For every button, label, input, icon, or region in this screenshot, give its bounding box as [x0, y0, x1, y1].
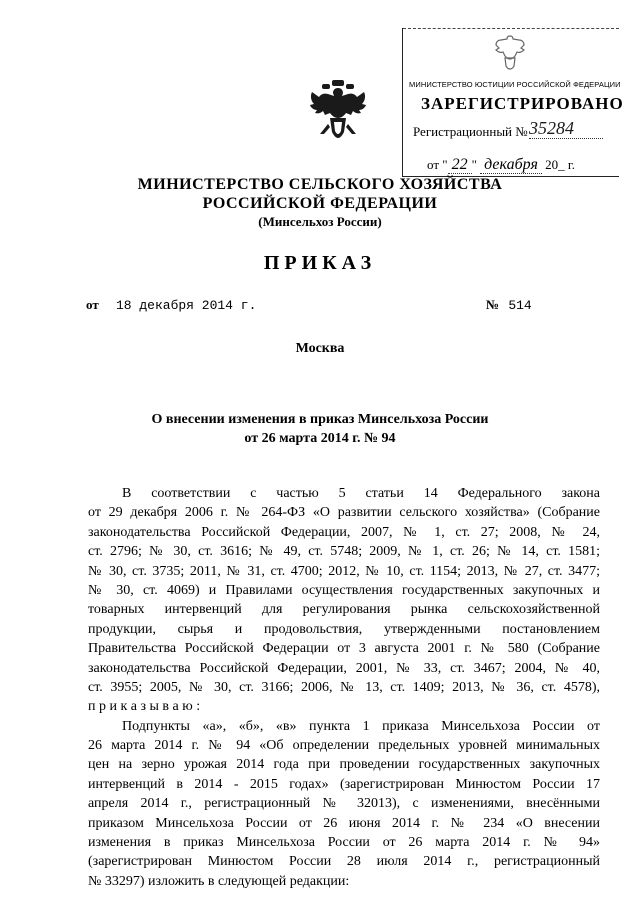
stamp-emblem-icon: [493, 32, 527, 70]
stamp-date-day: 22: [448, 156, 472, 174]
stamp-registered-text: ЗАРЕГИСТРИРОВАНО: [421, 94, 624, 113]
ministry-short-name: (Минсельхоз России): [258, 214, 382, 229]
order-date: [86, 297, 256, 313]
body-line: от 29 декабря 2006 г. № 264-ФЗ «О развитии сельского хозяйства» (Собрание: [88, 505, 600, 521]
order-number: [486, 297, 532, 313]
stamp-regnum-value: 35284: [529, 118, 574, 138]
body-line: приказом Минсельхоза России от 26 июня 2014 г. № 234 «О внесении: [88, 815, 600, 831]
coat-of-arms-emblem: [306, 78, 370, 144]
body-line: законодательства Российской Федерации, 2007, № 1, ст. 27; 2008, № 24,: [88, 524, 600, 540]
order-operative-word: п р и к а з ы в а ю :: [88, 699, 201, 715]
stamp-date-year: 20: [545, 157, 559, 172]
body-line: № 30, ст. 3735; 2011, № 31, ст. 4700; 2012, № 10, ст. 1154; 2013, № 27, ст. 3477;: [88, 563, 600, 579]
city: Москва: [295, 341, 345, 356]
stamp-ministry-text: МИНИСТЕРСТВО ЮСТИЦИИ РОССИЙСКОЙ ФЕДЕРАЦИИ: [409, 80, 621, 89]
stamp-date: от " 22 " декабря 20_ г.: [427, 156, 576, 173]
body-line: Подпункты «а», «б», «в» пункта 1 приказа Минсельхоза России от: [122, 718, 600, 734]
body-line: товарных интервенций для регулирования рынка сельскохозяйственной: [88, 602, 600, 618]
stamp-date-prefix: от: [427, 157, 440, 172]
body-line: ст. 3955; 2005, № 30, ст. 3166; 2006, № 13, ст. 1409; 2013, № 36, ст. 4578),: [88, 679, 600, 695]
body-line: изменения в приказ Минсельхоза России от 26 марта 2014 г. № 94»: [88, 835, 600, 851]
stamp-border-top: [403, 28, 619, 29]
stamp-date-suffix: г.: [567, 157, 576, 172]
body-line: (зарегистрирован Минюстом России 28 июля 2014 г., регистрационный: [88, 854, 600, 870]
body-line: 26 марта 2014 г. № 94 «Об определении предельных уровней минимальных: [88, 738, 600, 754]
order-date-value: 18 декабря 2014 г.: [115, 298, 257, 313]
body-line: № 33297) изложить в следующей редакции:: [88, 873, 350, 889]
body-line: № 30, ст. 4069) и Правилами осуществления государственных закупочных и: [88, 582, 600, 598]
order-date-label: от: [86, 297, 99, 312]
order-number-value: 514: [508, 298, 532, 313]
body-line: интервенций в 2014 - 2015 годах» (зарегистрирован Минюстом России 17: [88, 776, 600, 792]
body-line: В соответствии с частью 5 статьи 14 Федерального закона: [122, 486, 600, 501]
stamp-regnum-underline: [529, 138, 603, 139]
body-line: апреля 2014 г., регистрационный № 32013), с изменениями, внесёнными: [88, 796, 600, 812]
body-line: законодательства Российской Федерации, 2001, № 33, ст. 3467; 2004, № 40,: [88, 660, 600, 676]
ministry-name-line1: МИНИСТЕРСТВО СЕЛЬСКОГО ХОЗЯЙСТВА: [137, 176, 503, 193]
stamp-regnum-label: Регистрационный №: [413, 124, 528, 139]
subject-line1: О внесении изменения в приказ Минсельхоза России: [151, 412, 489, 427]
registration-stamp: [402, 28, 624, 177]
document-type-title: ПРИКАЗ: [263, 252, 377, 274]
body-line: продукции, сырья и продовольствия, утвержденными постановлением: [88, 621, 600, 637]
body-line: цен на зерно урожая 2014 года при проведении государственных закупочных: [88, 757, 600, 773]
body-line: Правительства Российской Федерации от 3 августа 2001 г. № 580 (Собрание: [88, 641, 600, 657]
stamp-date-month: декабря: [480, 156, 542, 174]
ministry-name-line2: РОССИЙСКОЙ ФЕДЕРАЦИИ: [202, 195, 438, 212]
body-line: ст. 2796; № 30, ст. 3616; № 49, ст. 5748; 2009, № 1, ст. 26; № 14, ст. 1581;: [88, 544, 600, 560]
subject-line2: от 26 марта 2014 г. № 94: [244, 431, 396, 446]
order-body: [88, 484, 600, 891]
order-number-label: №: [486, 297, 500, 312]
